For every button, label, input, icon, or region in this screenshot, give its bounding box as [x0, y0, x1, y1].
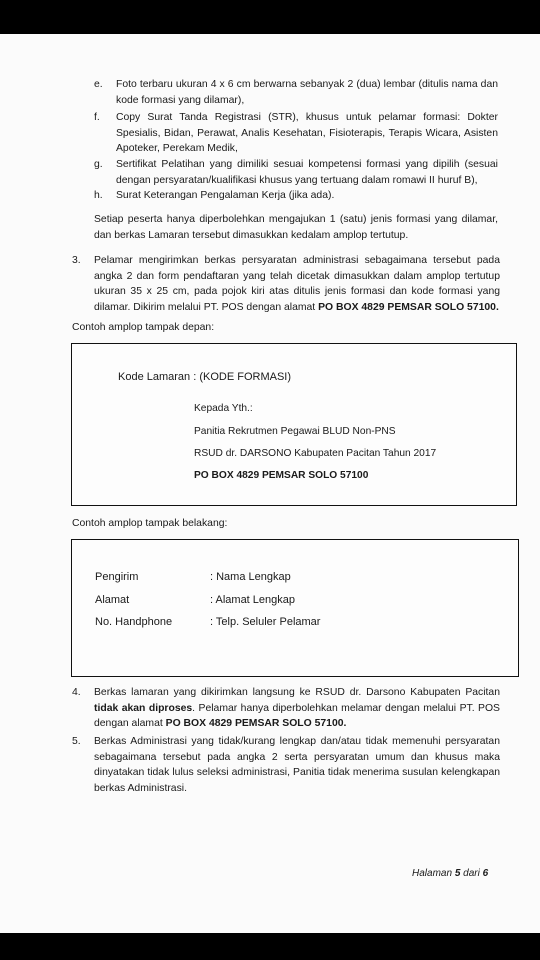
item-4-body-2: . Pelamar hanya diperbolehkan melamar dengan melalui PT. POS dengan alamat	[94, 702, 500, 729]
item-3-label: 3.	[72, 255, 81, 266]
footer-middle: dari	[463, 868, 480, 879]
envelope-recipient-hospital: RSUD dr. DARSONO Kabupaten Pacitan Tahun 2017	[194, 448, 437, 459]
envelope-recipient-committee: Panitia Rekrutmen Pegawai BLUD Non-PNS	[194, 426, 396, 437]
item-3-body: Pelamar mengirimkan berkas persyaratan administrasi sebagaimana tersebut pada angka 2 dan form pendaftaran yang telah dicetak dimasukkan dalam amplop tertutup ukuran 35 x 25 cm, pada pojok kiri atas ditulis jenis formasi dan kode formasi yang dilamar. Dikirim melalui PT. POS dengan alamat	[94, 255, 500, 313]
sender-value: : Nama Lengkap	[210, 571, 291, 583]
item-4-body-1: Berkas lamaran yang dikirimkan langsung ke RSUD dr. Darsono Kabupaten Pacitan	[94, 687, 500, 698]
item-5-label: 5.	[72, 736, 81, 747]
page-number-footer	[412, 868, 488, 879]
item-4-pobox: PO BOX 4829 PEMSAR SOLO 57100.	[165, 718, 347, 729]
list-item-h: Surat Keterangan Pengalaman Kerja (jika ada).	[116, 190, 335, 201]
footer-prefix: Halaman	[412, 868, 453, 879]
envelope-recipient-pobox: PO BOX 4829 PEMSAR SOLO 57100	[194, 470, 369, 481]
footer-page: 5	[454, 868, 461, 879]
back-envelope-heading: Contoh amplop tampak belakang:	[72, 518, 228, 529]
address-value: : Alamat Lengkap	[210, 594, 296, 606]
item-3-pobox: PO BOX 4829 PEMSAR SOLO 57100.	[318, 301, 499, 313]
footer-total: 6	[482, 868, 489, 879]
item-3-text	[94, 253, 500, 315]
list-label-f: f.	[94, 112, 100, 123]
front-envelope-box	[71, 343, 517, 506]
list-item-g: Sertifikat Pelatihan yang dimiliki sesuai kompetensi formasi yang dipilih (sesuai dengan persyaratan/kualifikasi khusus yang tertuang dalam romawi II huruf B),	[116, 159, 498, 186]
phone-value: : Telp. Seluler Pelamar	[210, 616, 321, 628]
list-label-h: h.	[94, 190, 103, 201]
back-envelope-box	[71, 539, 519, 677]
envelope-recipient-greeting: Kepada Yth.:	[194, 403, 253, 414]
sender-label: Pengirim	[95, 571, 139, 583]
envelope-kode-lamaran: Kode Lamaran : (KODE FORMASI)	[118, 371, 291, 383]
item-5-text: Berkas Administrasi yang tidak/kurang lengkap dan/atau tidak memenuhi persyaratan sebagaimana tersebut pada angka 2 serta persyaratan umum dan khusus maka dinyatakan tidak lulus seleksi administrasi, Panitia tidak menerima susulan kelengkapan berkas Administrasi.	[94, 736, 500, 794]
single-formation-note: Setiap peserta hanya diperbolehkan mengajukan 1 (satu) jenis formasi yang dilamar, dan berkas Lamaran tersebut dimasukkan kedalam amplop tertutup.	[94, 214, 498, 241]
list-item-f: Copy Surat Tanda Registrasi (STR), khusus untuk pelamar formasi: Dokter Spesialis, Bidan, Perawat, Analis Kesehatan, Fisioterapis, Terapis Wicara, Asisten Apoteker, Perekam Medik,	[116, 112, 498, 154]
document-page	[0, 34, 540, 933]
item-4-not-processed: tidak akan diproses	[94, 702, 193, 714]
list-label-e: e.	[94, 79, 103, 90]
phone-label: No. Handphone	[95, 616, 173, 628]
address-label: Alamat	[95, 594, 130, 606]
item-4-text	[94, 685, 500, 732]
item-4-label: 4.	[72, 687, 81, 698]
list-label-g: g.	[94, 159, 103, 170]
list-item-e: Foto terbaru ukuran 4 x 6 cm berwarna sebanyak 2 (dua) lembar (ditulis nama dan kode formasi yang dilamar),	[116, 79, 498, 106]
front-envelope-heading: Contoh amplop tampak depan:	[72, 322, 215, 333]
